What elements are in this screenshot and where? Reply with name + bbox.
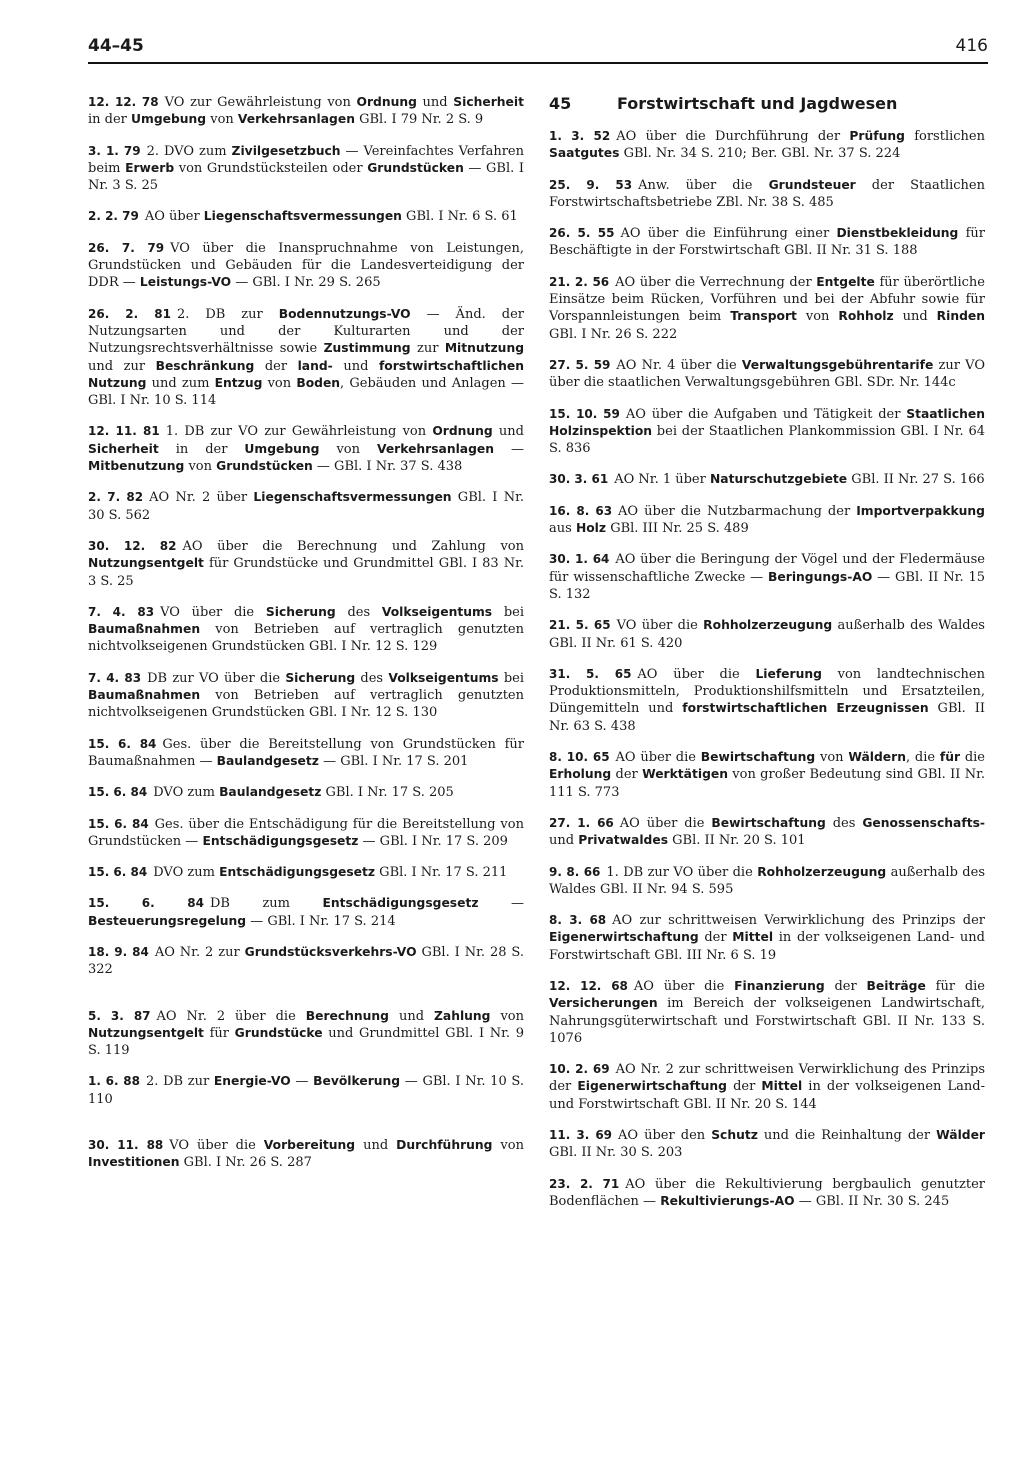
- legal-entry: [88, 489, 524, 524]
- entry-date: 9. 8. 66: [549, 864, 601, 879]
- entry-date: 31. 5. 65: [549, 666, 632, 681]
- page-number-right: 416: [955, 36, 988, 56]
- legal-entry: [88, 816, 524, 851]
- entry-date: 26. 2. 81: [88, 306, 171, 321]
- entry-date: 16. 8. 63: [549, 503, 613, 518]
- left-column: [88, 94, 524, 1172]
- legal-entry: [88, 864, 524, 881]
- entry-text: AO Nr. 4 über die Verwaltungsgebührentarife zur VO über die staatlichen Verwaltungsgebühren GBl. SDr. Nr. 144c: [549, 357, 985, 391]
- legal-entry: [88, 423, 524, 475]
- entry-text: AO zur schrittweisen Verwirklichung des Prinzips der Eigenerwirtschaftung der Mittel in der volkseigenen Land- und Forstwirtschaft GBl. III Nr. 6 S. 19: [549, 913, 985, 963]
- entry-text: Ges. über die Entschädigung für die Bereitstellung von Grundstücken — Entschädigungsgesetz — GBl. I Nr. 17 S. 209: [88, 816, 524, 849]
- entry-text: AO über die Bewirtschaftung von Wäldern, die für die Erholung der Werktätigen von großer Bedeutung sind GBl. II Nr. 111 S. 773: [549, 750, 985, 800]
- section-heading: [549, 94, 985, 116]
- entry-date: 12. 11. 81: [88, 424, 160, 439]
- legal-entry: [88, 604, 524, 656]
- entry-date: 15. 6. 84: [88, 865, 148, 880]
- entry-text: AO über den Schutz und die Reinhaltung der Wälder GBl. II Nr. 30 S. 203: [549, 1128, 985, 1161]
- entry-date: 27. 5. 59: [549, 357, 611, 372]
- entry-date: 30. 3. 61: [549, 472, 609, 487]
- entry-date: 26. 7. 79: [88, 240, 165, 255]
- entry-date: 21. 5. 65: [549, 618, 611, 633]
- entry-date: 1. 6. 88: [88, 1074, 140, 1089]
- entry-date: 7. 4. 83: [88, 604, 155, 619]
- entry-date: 26. 5. 55: [549, 226, 615, 241]
- legal-entry: [88, 538, 524, 590]
- entry-date: 3. 1. 79: [88, 143, 141, 158]
- legal-entry: [549, 749, 985, 801]
- entry-text: AO über die Durchführung der Prüfung forstlichen Saatgutes GBl. Nr. 34 S. 210; Ber. GBl. Nr. 37 S. 224: [549, 129, 985, 162]
- legal-entry: [549, 503, 985, 538]
- legal-entry: [549, 1061, 985, 1113]
- legal-entry: [549, 864, 985, 899]
- legal-entry: [549, 551, 985, 603]
- legal-entry: [549, 357, 985, 392]
- entry-text: Ges. über die Bereitstellung von Grundstücken für Baumaßnahmen — Baulandgesetz — GBl. I Nr. 17 S. 201: [88, 736, 524, 769]
- entry-date: 15. 10. 59: [549, 406, 620, 421]
- legal-entry: [88, 1008, 524, 1060]
- entry-date: 2. 2. 79: [88, 209, 139, 224]
- entry-date: 27. 1. 66: [549, 815, 614, 830]
- page-number-left: 44–45: [88, 36, 144, 56]
- legal-entry: [88, 895, 524, 930]
- entry-date: 12. 12. 78: [88, 95, 159, 109]
- legal-entry: [549, 1176, 985, 1211]
- legal-entry: [549, 617, 985, 652]
- entry-text: AO über die Bewirtschaftung des Genossenschafts- und Privatwaldes GBl. II Nr. 20 S. 101: [549, 815, 985, 849]
- entry-text: VO über die Inanspruchnahme von Leistungen, Grundstücken und Gebäuden für die Landesverteidigung der DDR — Leistungs-VO — GBl. I Nr. 29 S. 265: [88, 240, 524, 291]
- entry-text: DB zur VO über die Sicherung des Volkseigentums bei Baumaßnahmen von Betrieben auf vertraglich genutzten nichtvolkseigenen Grundstücken GBl. I Nr. 12 S. 130: [88, 670, 525, 721]
- legal-entry: [88, 736, 524, 771]
- right-column: [549, 94, 985, 1210]
- entry-date: 1. 3. 52: [549, 129, 611, 143]
- entry-text: VO zur Gewährleistung von Ordnung und Sicherheit in der Umgebung von Verkehrsanlagen GBl. I 79 Nr. 2 S. 9: [88, 95, 524, 128]
- entry-text: AO Nr. 1 über Naturschutzgebiete GBl. II Nr. 27 S. 166: [614, 472, 985, 488]
- entry-text: 2. DB zur Energie-VO — Bevölkerung — GBl. I Nr. 10 S. 110: [88, 1074, 524, 1107]
- legal-entry: [549, 406, 985, 458]
- entry-date: 15. 6. 84: [88, 736, 157, 751]
- entry-text: AO über die Berechnung und Zahlung von Nutzungsentgelt für Grundstücke und Grundmittel GBl. I 83 Nr. 3 S. 25: [88, 538, 524, 589]
- legal-entry: [88, 143, 524, 195]
- entry-date: 23. 2. 71: [549, 1176, 620, 1191]
- section-number: 45: [549, 94, 572, 113]
- legal-entry: [549, 471, 985, 488]
- entry-text: AO über Liegenschaftsvermessungen GBl. I Nr. 6 S. 61: [144, 209, 518, 225]
- entry-text: AO über die Aufgaben und Tätigkeit der Staatlichen Holzinspektion bei der Staatlichen Plankommission GBl. I Nr. 64 S. 836: [549, 406, 985, 457]
- entry-date: 21. 2. 56: [549, 274, 610, 289]
- entry-date: 15. 6. 84: [88, 896, 204, 911]
- entry-text: AO über die Einführung einer Dienstbekleidung für Beschäftigte in der Forstwirtschaft GBl. II Nr. 31 S. 188: [549, 226, 985, 259]
- section-title: Forstwirtschaft und Jagdwesen: [617, 94, 898, 113]
- legal-entry: [549, 1127, 985, 1162]
- entry-date: 30. 1. 64: [549, 552, 610, 567]
- entry-text: AO über die Verrechnung der Entgelte für überörtliche Einsätze beim Rücken, Vorführen und bei der Abfuhr sowie für Vorspannleistungen beim Transport von Rohholz und Rinden GBl. I Nr. 26 S. 222: [549, 274, 985, 342]
- entry-text: DB zum Entschädigungsgesetz — Besteuerungsregelung — GBl. I Nr. 17 S. 214: [88, 896, 524, 929]
- entry-date: 18. 9. 84: [88, 944, 149, 959]
- legal-entry: [88, 306, 524, 410]
- entry-text: 2. DVO zum Zivilgesetzbuch — Vereinfachtes Verfahren beim Erwerb von Grundstücksteilen oder Grundstücken — GBl. I Nr. 3 S. 25: [88, 143, 524, 194]
- legal-entry: [549, 177, 985, 212]
- entry-text: DVO zum Entschädigungsgesetz GBl. I Nr. 17 S. 211: [153, 865, 508, 881]
- entry-text: VO über die Sicherung des Volkseigentums bei Baumaßnahmen von Betrieben auf vertraglich genutzten nichtvolkseigenen Grundstücken GBl. I Nr. 12 S. 129: [88, 604, 525, 655]
- entry-date: 15. 6. 84: [88, 816, 149, 831]
- legal-entry: [88, 1137, 524, 1172]
- legal-entry: [549, 978, 985, 1047]
- header-rule: [88, 62, 988, 64]
- entry-date: 8. 3. 68: [549, 913, 607, 928]
- legal-entry: [549, 666, 985, 735]
- entry-text: VO über die Vorbereitung und Durchführung von Investitionen GBl. I Nr. 26 S. 287: [88, 1138, 524, 1171]
- legal-entry: [549, 274, 985, 343]
- entry-date: 10. 2. 69: [549, 1062, 610, 1077]
- legal-entry: [88, 784, 524, 801]
- legal-entry: [88, 240, 524, 292]
- entry-text: AO über die Lieferung von landtechnischen Produktionsmitteln, Produktionshilfsmitteln und Ersatzteilen, Düngemitteln und forstwirtschaftlichen Erzeugnissen GBl. II Nr. 63 S. 438: [549, 666, 986, 734]
- entry-text: AO Nr. 2 zur Grundstücksverkehrs-VO GBl. I Nr. 28 S. 322: [88, 944, 524, 978]
- entry-date: 8. 10. 65: [549, 750, 610, 765]
- entry-text: AO Nr. 2 über die Berechnung und Zahlung von Nutzungsentgelt für Grundstücke und Grundmittel GBl. I Nr. 9 S. 119: [88, 1008, 524, 1059]
- entry-date: 30. 12. 82: [88, 538, 177, 553]
- legal-entry: [88, 670, 524, 722]
- legal-entry: [549, 225, 985, 260]
- entry-text: 1. DB zur VO über die Rohholzerzeugung außerhalb des Waldes GBl. II Nr. 94 S. 595: [549, 864, 985, 897]
- entry-text: 2. DB zur Bodennutzungs-VO — Änd. der Nutzungsarten und der Kulturarten und der Nutzungsrechtsverhältnisse sowie Zustimmung zur Mitnutzung und zur Beschränkung der land- und forstwirtschaftlichen Nutzung und zum Entzug von Boden, Gebäuden und Anlagen — GBl. I Nr. 10 S. 114: [88, 306, 525, 409]
- entry-text: AO über die Nutzbarmachung der Importverpakkung aus Holz GBl. III Nr. 25 S. 489: [549, 503, 985, 537]
- legal-entry: [88, 208, 524, 225]
- entry-date: 5. 3. 87: [88, 1008, 151, 1023]
- entry-date: 2. 7. 82: [88, 490, 144, 505]
- legal-entry: [549, 815, 985, 850]
- legal-entry: [88, 944, 524, 979]
- entry-text: AO Nr. 2 über Liegenschaftsvermessungen GBl. I Nr. 30 S. 562: [88, 490, 524, 523]
- entry-text: 1. DB zur VO zur Gewährleistung von Ordnung und Sicherheit in der Umgebung von Verkehrsanlagen — Mitbenutzung von Grundstücken — GBl. I Nr. 37 S. 438: [88, 424, 524, 475]
- entry-date: 12. 12. 68: [549, 978, 628, 993]
- entry-text: AO über die Rekultivierung bergbaulich genutzter Bodenflächen — Rekultivierungs-AO — GBl. II Nr. 30 S. 245: [549, 1176, 985, 1209]
- entry-text: VO über die Rohholzerzeugung außerhalb des Waldes GBl. II Nr. 61 S. 420: [549, 618, 985, 651]
- legal-entry: [88, 1073, 524, 1108]
- legal-entry: [549, 912, 985, 964]
- entry-date: 11. 3. 69: [549, 1128, 613, 1143]
- entry-text: Anw. über die Grundsteuer der Staatlichen Forstwirtschaftsbetriebe ZBl. Nr. 38 S. 485: [549, 177, 985, 210]
- entry-text: AO Nr. 2 zur schrittweisen Verwirklichung des Prinzips der Eigenerwirtschaftung der Mittel in der volkseigenen Land- und Forstwirtschaft GBl. II Nr. 20 S. 144: [549, 1062, 985, 1112]
- entry-date: 7. 4. 83: [88, 670, 142, 685]
- legal-entry: [88, 94, 524, 129]
- entry-date: 30. 11. 88: [88, 1138, 164, 1153]
- entry-date: 25. 9. 53: [549, 177, 633, 192]
- entry-text: DVO zum Baulandgesetz GBl. I Nr. 17 S. 205: [153, 785, 454, 801]
- legal-entry: [549, 128, 985, 163]
- entry-text: AO über die Beringung der Vögel und der Fledermäuse für wissenschaftliche Zwecke — Beringungs-AO — GBl. II Nr. 15 S. 132: [549, 552, 985, 602]
- entry-text: AO über die Finanzierung der Beiträge für die Versicherungen im Bereich der volkseigenen Landwirtschaft, Nahrungsgüterwirtschaft und Forstwirtschaft GBl. II Nr. 133 S. 1076: [549, 978, 986, 1046]
- entry-date: 15. 6. 84: [88, 785, 148, 800]
